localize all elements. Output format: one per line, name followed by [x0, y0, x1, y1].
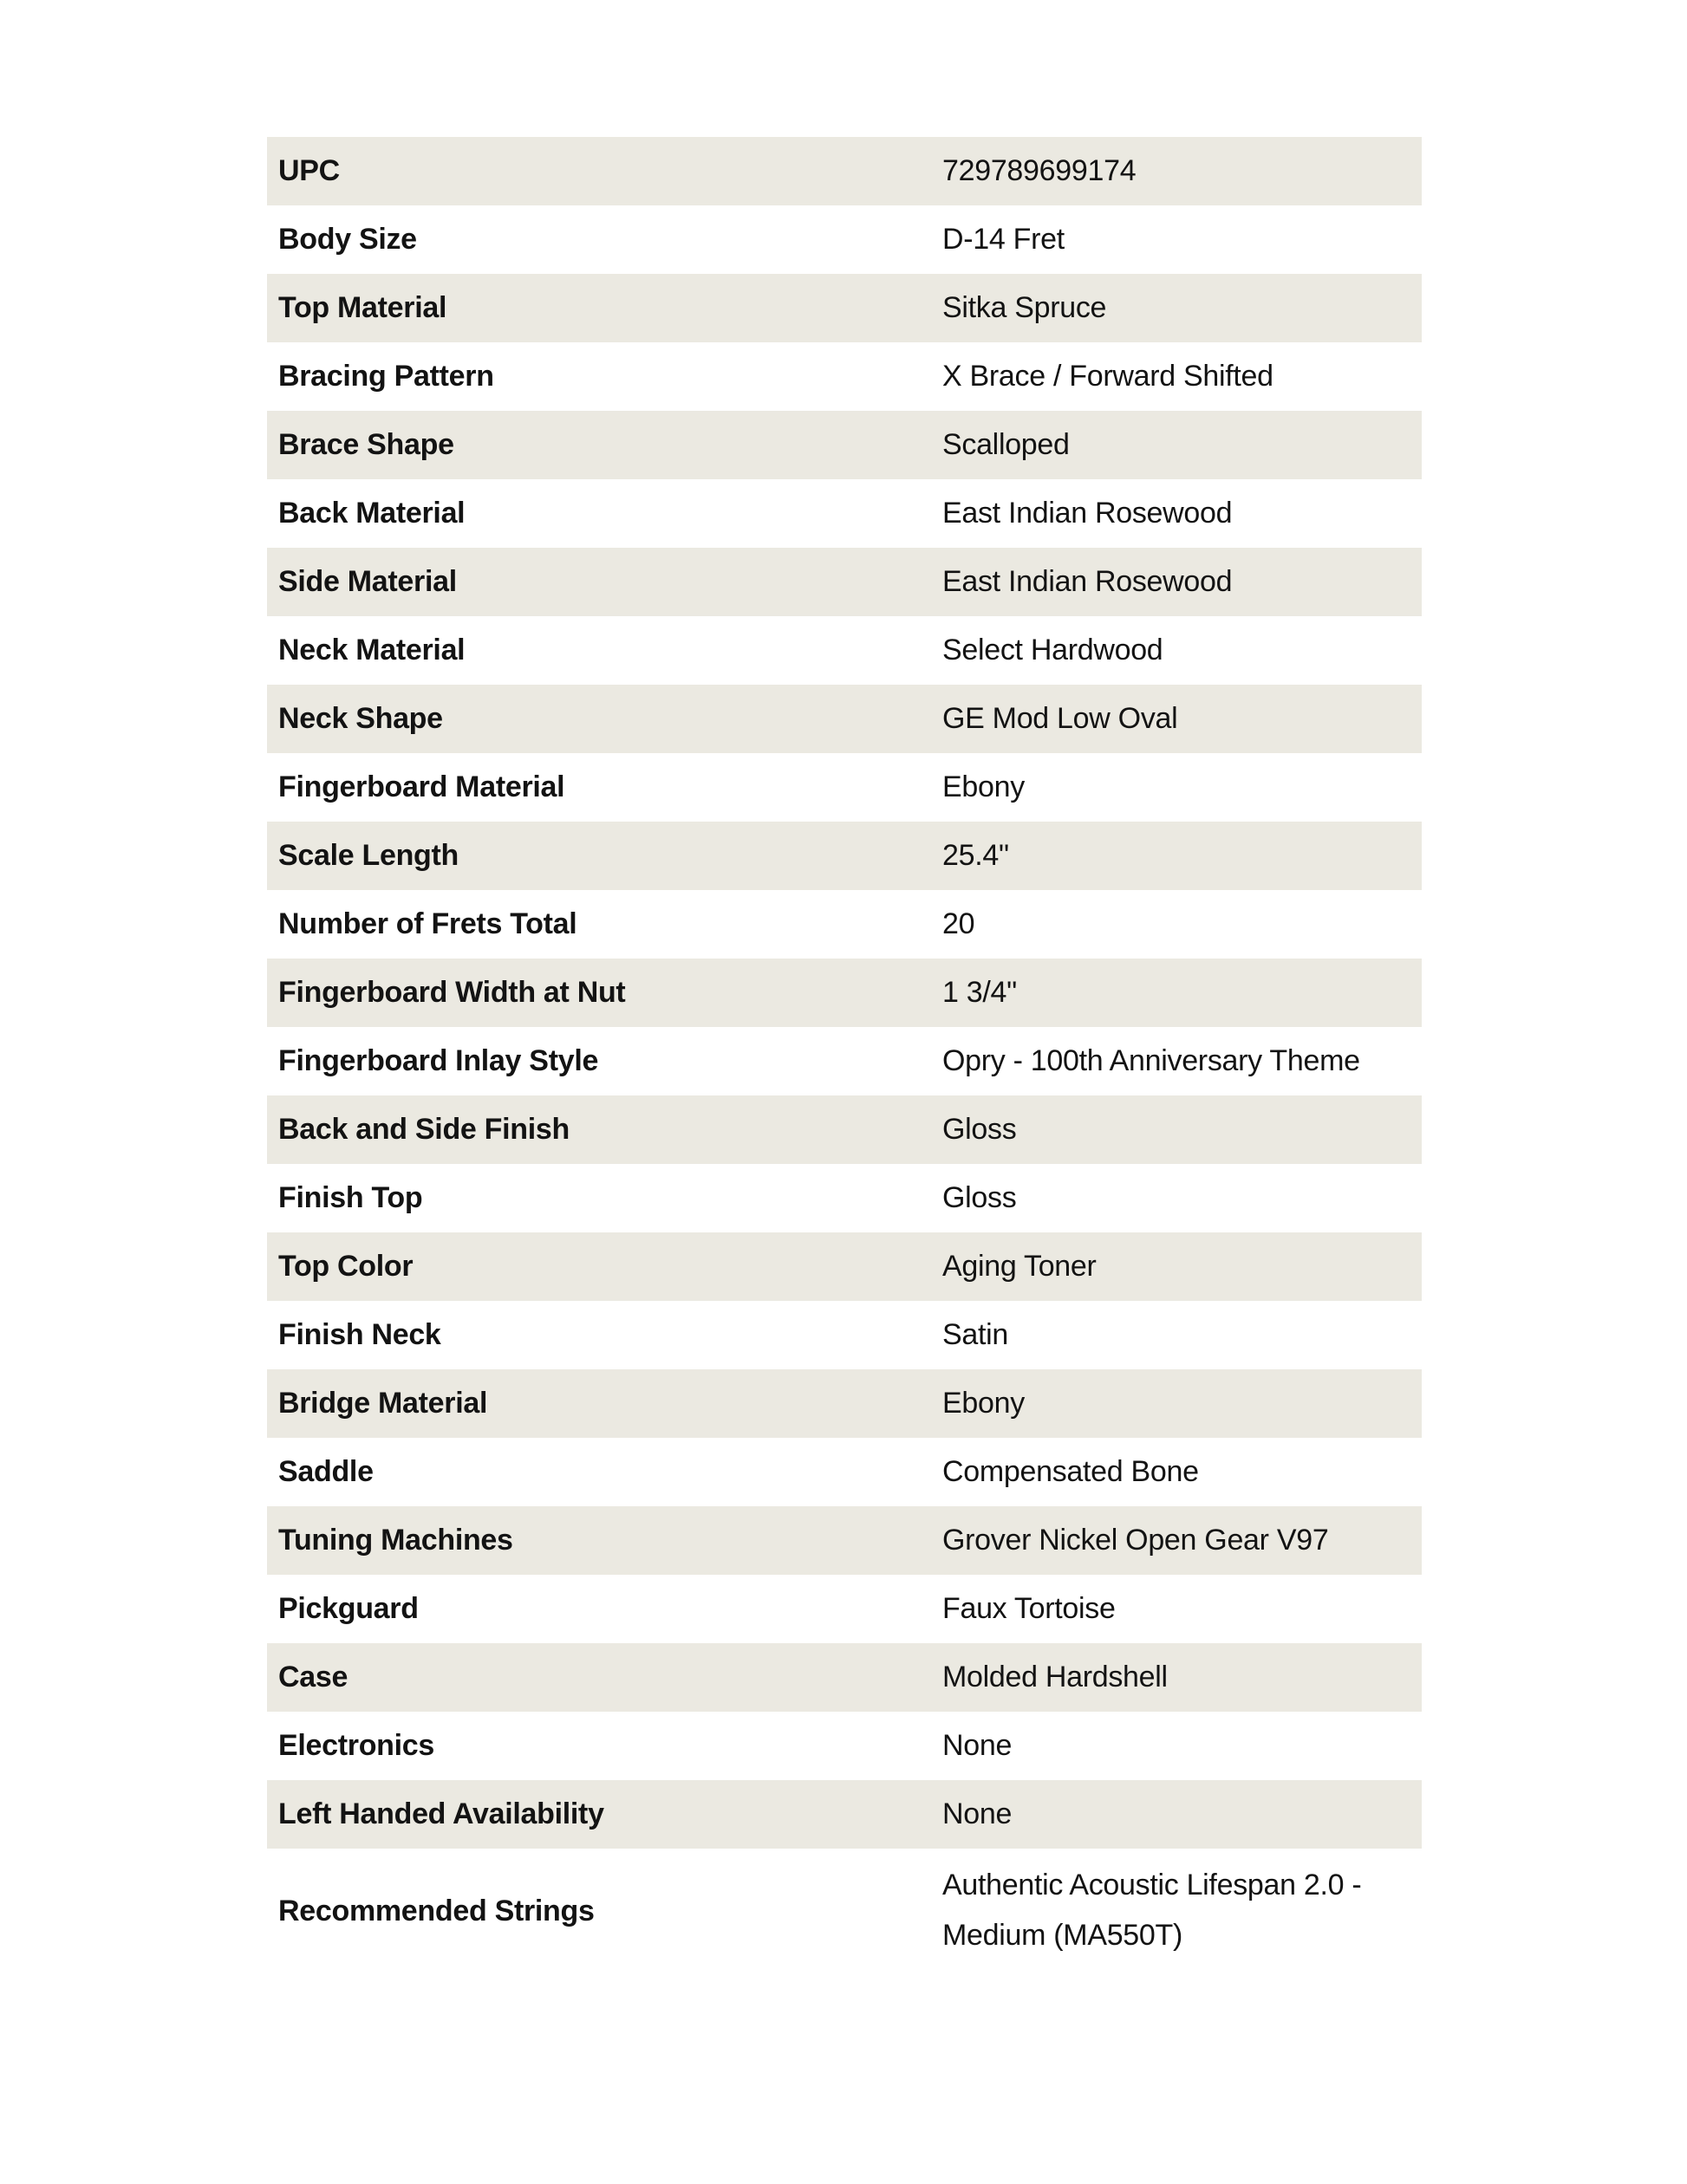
spec-label: Finish Top — [278, 1181, 423, 1215]
spec-value: Authentic Acoustic Lifespan 2.0 - Medium (MA550T) — [942, 1869, 1362, 1952]
spec-row — [267, 1712, 1422, 1780]
spec-row — [267, 1095, 1422, 1164]
spec-value: Gloss — [942, 1112, 1017, 1146]
spec-label: UPC — [278, 154, 340, 188]
spec-row — [267, 890, 1422, 959]
spec-value: Ebony — [942, 770, 1025, 803]
spec-row — [267, 274, 1422, 342]
spec-value: East Indian Rosewood — [942, 564, 1233, 598]
spec-label: Back and Side Finish — [278, 1113, 570, 1147]
spec-label: Scale Length — [278, 839, 459, 873]
spec-label: Back Material — [278, 497, 466, 530]
spec-row — [267, 685, 1422, 753]
spec-row — [267, 1369, 1422, 1438]
spec-label: Electronics — [278, 1729, 434, 1763]
spec-value: Scalloped — [942, 427, 1070, 461]
spec-label: Fingerboard Width at Nut — [278, 976, 626, 1010]
spec-row — [267, 1438, 1422, 1506]
spec-label: Body Size — [278, 223, 417, 257]
spec-value: Gloss — [942, 1180, 1017, 1214]
spec-value: None — [942, 1728, 1013, 1762]
spec-label: Tuning Machines — [278, 1524, 513, 1557]
spec-label: Bracing Pattern — [278, 360, 494, 393]
spec-label: Recommended Strings — [278, 1894, 595, 1927]
spec-label: Neck Shape — [278, 702, 443, 736]
spec-value: 729789699174 — [942, 153, 1137, 187]
spec-label: Saddle — [278, 1455, 374, 1489]
spec-value: Aging Toner — [942, 1249, 1097, 1283]
spec-label: Fingerboard Material — [278, 770, 565, 804]
spec-value: X Brace / Forward Shifted — [942, 359, 1273, 393]
spec-label: Neck Material — [278, 634, 466, 667]
spec-label: Fingerboard Inlay Style — [278, 1044, 599, 1078]
spec-value: 1 3/4" — [942, 975, 1017, 1009]
spec-row — [267, 1232, 1422, 1301]
spec-row — [267, 1780, 1422, 1849]
spec-label: Bridge Material — [278, 1387, 488, 1420]
spec-value: Satin — [942, 1317, 1008, 1351]
spec-row — [267, 1027, 1422, 1095]
spec-row — [267, 616, 1422, 685]
spec-value: None — [942, 1797, 1013, 1830]
spec-row — [267, 411, 1422, 479]
spec-row — [267, 1164, 1422, 1232]
spec-row — [267, 342, 1422, 411]
spec-row — [267, 1849, 1422, 1973]
spec-row — [267, 1575, 1422, 1643]
spec-value: Molded Hardshell — [942, 1660, 1168, 1693]
spec-label: Side Material — [278, 565, 457, 599]
spec-row — [267, 479, 1422, 548]
spec-table — [267, 137, 1422, 1973]
spec-label: Finish Neck — [278, 1318, 441, 1352]
spec-value: Select Hardwood — [942, 633, 1163, 666]
spec-value: Opry - 100th Anniversary Theme — [942, 1043, 1360, 1077]
spec-row — [267, 548, 1422, 616]
spec-value: 20 — [942, 907, 975, 940]
spec-value: Grover Nickel Open Gear V97 — [942, 1523, 1329, 1557]
spec-row — [267, 753, 1422, 822]
spec-row — [267, 959, 1422, 1027]
spec-row — [267, 137, 1422, 205]
spec-label: Number of Frets Total — [278, 907, 577, 941]
spec-value: Faux Tortoise — [942, 1591, 1116, 1625]
spec-label: Top Material — [278, 291, 447, 325]
spec-row — [267, 1643, 1422, 1712]
spec-value: East Indian Rosewood — [942, 496, 1233, 530]
spec-value: Compensated Bone — [942, 1454, 1199, 1488]
spec-value: GE Mod Low Oval — [942, 701, 1178, 735]
spec-value: 25.4" — [942, 838, 1009, 872]
spec-row — [267, 822, 1422, 890]
spec-row — [267, 1506, 1422, 1575]
spec-row — [267, 1301, 1422, 1369]
spec-value: Sitka Spruce — [942, 290, 1107, 324]
spec-value: Ebony — [942, 1386, 1025, 1420]
spec-label: Left Handed Availability — [278, 1797, 604, 1831]
spec-label: Case — [278, 1661, 348, 1694]
spec-label: Pickguard — [278, 1592, 419, 1626]
spec-label: Brace Shape — [278, 428, 454, 462]
spec-row — [267, 205, 1422, 274]
spec-label: Top Color — [278, 1250, 414, 1284]
spec-value: D-14 Fret — [942, 222, 1065, 256]
